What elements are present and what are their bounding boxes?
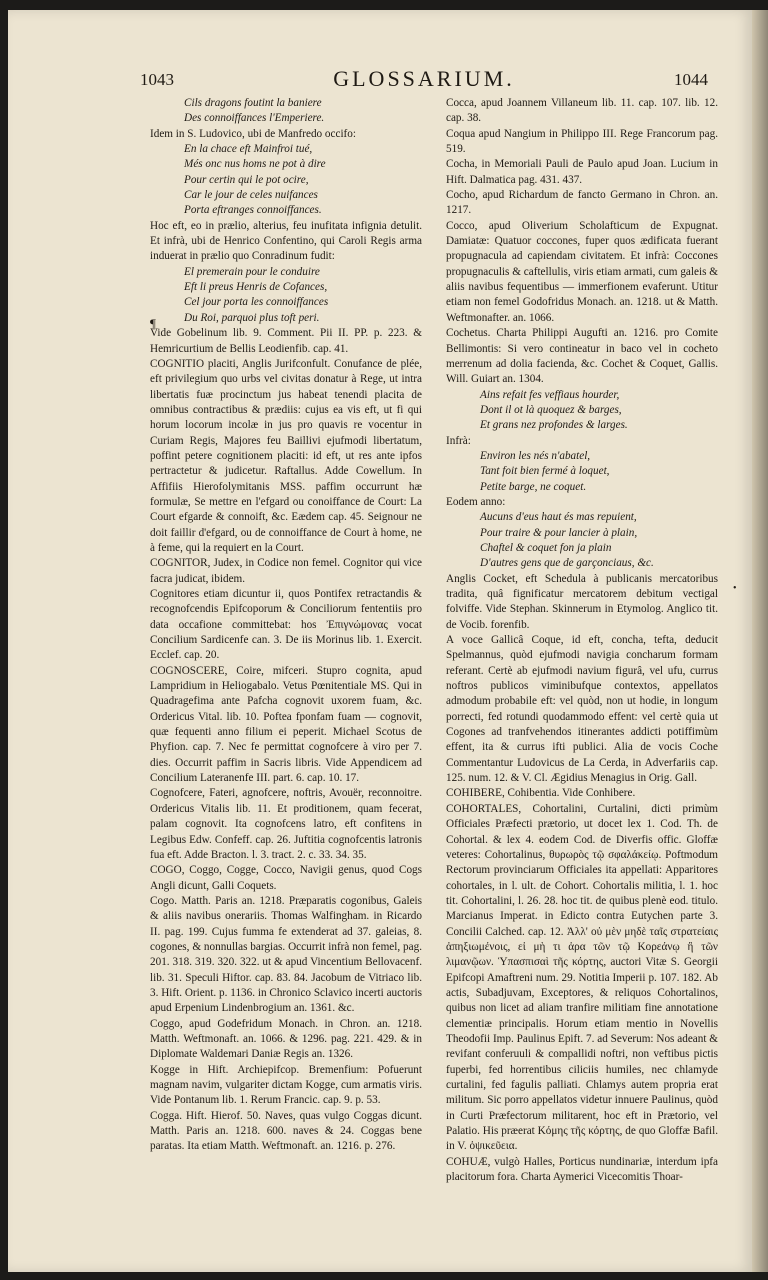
paragraph: A voce Gallicâ Coque, id eft, concha, tefta, deducit Spelmannus, quòd ejufmodi navigia concharum formam referant. Certè ab ejufmodi navium figurâ, vel ufu, currus noftros publicos viminibufque contextos, appellatos admodum probabile eft: vel quòd, non ut hodie, in longum porrecti, fed rotundi quodammodo effent: vel certè quia ut Cogones ad tranfvehendos itinerantes addicti potiffimùm effent, ita & currus ifti publici. Alia de vocis Coche Commentantur Ludovicus de La Cerda, in Adverfariis cap. 125. num. 12. & V. Cl. Ægidius Menagius in Orig. Gall. (446, 634, 718, 785)
paragraph: Coggo, apud Godefridum Monach. in Chron. an. 1218. Matth. Weftmonaft. an. 1066. & 1296. pag. 221. 429. & in Diplomate Waldemari Daniæ Regis an. 1326. (150, 1017, 422, 1061)
running-header (140, 64, 708, 100)
paragraph: Cocha, in Memoriali Pauli de Paulo apud Joan. Lucium in Hift. Dalmatica pag. 431. 437. (446, 158, 718, 186)
verse-line: El premerain pour le conduire (184, 265, 320, 278)
verse-line: Dont il ot là quoquez & barges, (480, 403, 622, 416)
verse-line: Cils dragons foutint la baniere (184, 97, 322, 109)
paragraph: COHIBERE, Cohibentia. Vide Conhibere. (446, 787, 636, 800)
verse-line: Car le jour de celes nuifances (184, 189, 318, 202)
margin-mark-left: ¶ (150, 316, 156, 331)
verse-line: Des connoiffances l'Emperiere. (184, 112, 325, 125)
verse-line: Pour traire & pour lancier à plain, (480, 526, 638, 539)
paragraph: COHORTALES, Cohortalini, Curtalini, dicti primùm Officiales Præfecti prætorio, ut docet lex 1. Cod. Th. de Cohortal. & lex 4. eodem Cod. de Diverfis offic. Gloffæ veteres: Cohortalinus, θυρωρὸς τῷ σφαλάκείῳ. Poftmodum Rectorum provinciarum Officiales ita appellati: Apparitores cohortales, in l. ult. de Cohort. Cohortalis militia, l. 1. hoc tit. Cohortalini, l. 26. 28. hoc tit. de quibus plenè eod. titulo. Marcianus Imperat. in Edicto contra Eutychen parte 3. Concilii Calched. cap. 12. Ἀλλ' οὐ μὲν μηδὲ ταῖς στρατείαις ἀπηξιωμένοις, εἰ μὴ τι ἀρα τῶν τῷ Κορεάνῳ ἢ τῶν λιμανῷων. Ὑπασπισαὶ τῆς κόρτης, auctori Vitæ S. Georgii Epifcopi Amaftreni num. 29. Notitia Imperii p. 107. 182. Ab actis, Subadjuvam, Exceptores, & reliquos Cohortalinos, quibus non licet ad aliam tranfire militiam fine annotatione clementiæ principalis. Horum etiam mentio in Novellis Theodofii Imp. Paulinus Epift. 7. ad Severum: Nos adeant & revifant conferuuli & compallidi noftri, non veftibus pictis fuperbi, fed horrentibus ciliciis humiles, nec chlamyde curtalini, fed fagulis palliati. Chlamys autem propria erat militum. Sic porro appellatos videtur innuere Paulinus, quòd in Curti Præfectorum militarent, hoc eft in Prætorio, vel Palatio. His præerat Κόμης τῆς κόρτης, de quo Gloffæ Bafil. in V. ὀψικεῦεια. (446, 802, 718, 1153)
verse-line: Petite barge, ne coquet. (480, 480, 587, 493)
verse-line: Du Roi, parquoi plus toft peri. (184, 311, 320, 324)
paragraph: Infrà: (446, 434, 471, 447)
paragraph: COGNITIO placiti, Anglis Jurifconfult. Conufance de plée, eft privilegium quo urbs vel civitas donatur à Rege, ut intra libertatis fuæ procinctum jus habeat tenendi placita de omnibus contractibus & prædiis: cujus ea vis eft, ut fi qui horum locorum incolæ in jus pro quavis re vocentur in Curiam Regis, Majores feu Baillivi ejufmodi libertatum, poffint petere cognitionem placiti: id eft, ut res ante ipfos pertractetur & judicetur. Raftallus. Adde Cowellum. In Affifiis Hierofolymitanis MSS. paffim occurrunt hæ formulæ, Se mettre en l'efgard ou conoiffance de Court: La Court efgarde & connoift, &c. Eædem cap. 45. Seignour ne doit faillir d'efgard, ou de connoiffance de Court à home, ne à feme, qui la requiert en la Court. (150, 357, 422, 554)
verse-line: Cel jour porta les connoiffances (184, 296, 329, 309)
paragraph: Idem in S. Ludovico, ubi de Manfredo occifo: (150, 127, 356, 140)
paragraph: Cognitores etiam dicuntur ii, quos Pontifex retractandis & recognofcendis Epifcoporum & Conciliorum fententiis pro data occafione committebat: hos Ἐπιγνώμονας vocat Concilium Sardicenfe can. 3. De iis Morinus lib. 1. Exercit. Ecclef. cap. 20. (150, 588, 422, 662)
paragraph: Cocho, apud Richardum de fancto Germano in Chron. an. 1217. (446, 189, 718, 217)
right-page-number: 1044 (674, 70, 708, 89)
left-text-column (150, 96, 422, 1155)
paragraph: Cognofcere, Fateri, agnofcere, noftris, Avouër, reconnoitre. Ordericus Vitalis lib. 11. Et proditionem, quam fecerat, palam cognovit. Ita cognofcens latro, eft confitens in Legibus Edw. Confeff. cap. 26. Juftitia cognofcentis latronis fua eft. Adde Bracton. l. 3. tract. 2. c. 33. 34. 35. (150, 787, 422, 861)
verse-line: Et grans nez profondes & larges. (480, 419, 628, 432)
verse-line: Porta eftranges connoiffances. (184, 204, 322, 217)
verse-line: Eft li preus Henris de Cofances, (184, 281, 328, 294)
verse-line: Més onc nus homs ne pot à dire (184, 158, 326, 171)
verse-line: Ains refait fes veffiaus hourder, (480, 388, 620, 401)
paragraph: COHUÆ, vulgò Halles, Porticus nundinariæ, interdum ipfa placitorum fora. Charta Aymerici Vicecomitis Thoar- (446, 1155, 718, 1184)
paragraph: Vide Gobelinum lib. 9. Comment. Pii II. PP. p. 223. & Hemricurtium de Bellis Leodienfib. cap. 41. (150, 327, 422, 355)
verse-line: En la chace eft Mainfroi tué, (184, 143, 313, 156)
page-title: GLOSSARIUM. (333, 66, 515, 91)
paragraph: Cocca, apud Joannem Villaneum lib. 11. cap. 107. lib. 12. cap. 38. (446, 97, 718, 125)
paragraph: Hoc eft, eo in prælio, alterius, feu inufitata infignia detulit. Et infrà, ubi de Henrico Confentino, qui Caroli Regis arma induerat in prælio quo Conradinum fudit: (150, 219, 422, 263)
paragraph: Cogo. Matth. Paris an. 1218. Præparatis cogonibus, Galeis & aliis navibus onerariis. Thomas Walfingham. in Ricardo II. pag. 199. Cujus fumma fe extenderat ad 37. galeias, 8. cogones, & nonnullas bargias. Occurrit infrà non femel, pag. 201. 318. 319. 320. 322. ut & apud Vincentium Bellovacenf. lib. 31. Speculi Hiftor. cap. 83. 84. Jacobum de Vitriaco lib. 3. Hift. Orient. p. 1136. in Chronico Sclavico incerti auctoris apud Erpenium Lindenbrogium an. 1361. &c. (150, 894, 422, 1015)
verse-line: Environ les nés n'abatel, (480, 449, 591, 462)
page-edge (752, 10, 768, 1272)
paragraph: Eodem anno: (446, 495, 506, 508)
right-text-column (446, 96, 718, 1185)
paragraph: Cocco, apud Oliverium Scholafticum de Expugnat. Damiatæ: Quatuor coccones, fuper quos ædificata fuerant propugnacula ad capiendam civitatem. Et infrà: Coccones propugnaculis & caftellulis, viris etiam armati, cum galeis & aliis navibus fequentibus — immerfionem evaferunt. Utitur etiam non femel Godofridus Monach. an. 1218. ut & Matth. Weftmonafter. an. 1066. (446, 219, 718, 324)
paragraph: COGNITOR, Judex, in Codice non femel. Cognitor qui vice facra judicat, ibidem. (150, 557, 422, 585)
paragraph: Coqua apud Nangium in Philippo III. Rege Francorum pag. 519. (446, 127, 718, 156)
paragraph: COGNOSCERE, Coire, mifceri. Stupro cognita, apud Lampridium in Heliogabalo. Vetus Pœnitentiale MS. Qui in Quadragefima ante Pafcha cognovit uxorem fuam, &c. Ordericus Vital. lib. 10. Poftea fponfam fuam — cognovit, quæ fequenti anno filium ei peperit. Michael Scotus de Phyfion. cap. 7. Nec fe permittat cognofcere à viro per 7. dies. Occurrit paffim in Sacris libris. Vide Appendicem ad Concilium Lateranenfe III. part. 6. cap. 10. 17. (150, 664, 422, 785)
verse-line: Tant foit bien fermé à loquet, (480, 465, 610, 478)
paragraph: Anglis Cocket, eft Schedula à publicanis mercatoribus tradita, quâ fignificatur mercatorem debitum vectigal folviffe. Vide Stephan. Skinnerum in Etymolog. Anglico tit. de Vocib. forenfib. (446, 572, 718, 631)
paragraph: COGO, Coggo, Cogge, Cocco, Navigii genus, quod Cogs Angli dicunt, Galli Coquets. (150, 864, 422, 892)
verse-line: Aucuns d'eus haut és mas repuient, (480, 511, 637, 524)
verse-line: D'autres gens que de garçonciaus, &c. (480, 557, 654, 570)
paragraph: Cogga. Hift. Hierof. 50. Naves, quas vulgo Coggas dicunt. Matth. Paris an. 1218. 600. naves & 24. Coggas bene paratas. Ita etiam Matth. Weftmonaft. an. 1216. p. 276. (150, 1109, 422, 1153)
verse-line: Pour certin qui le pot ocire, (184, 173, 309, 186)
margin-mark-right: • (733, 583, 737, 594)
verse-line: Chaftel & coquet fon ja plain (480, 541, 612, 554)
paragraph: Kogge in Hift. Archiepifcop. Bremenfium: Pofuerunt magnam navim, vulgariter dictam Kogge, cum armatis viris. Vide Pontanum lib. 1. Rerum Francic. cap. 9. p. 53. (150, 1063, 422, 1107)
paragraph: Cochetus. Charta Philippi Augufti an. 1216. pro Comite Bellimontis: Si vero contineatur in baco vel in cocheto merrenum ad dolia facienda, &c. Cochet & Coquet, Gallis. Will. Guiart an. 1304. (446, 327, 718, 386)
left-page-number: 1043 (140, 70, 174, 89)
